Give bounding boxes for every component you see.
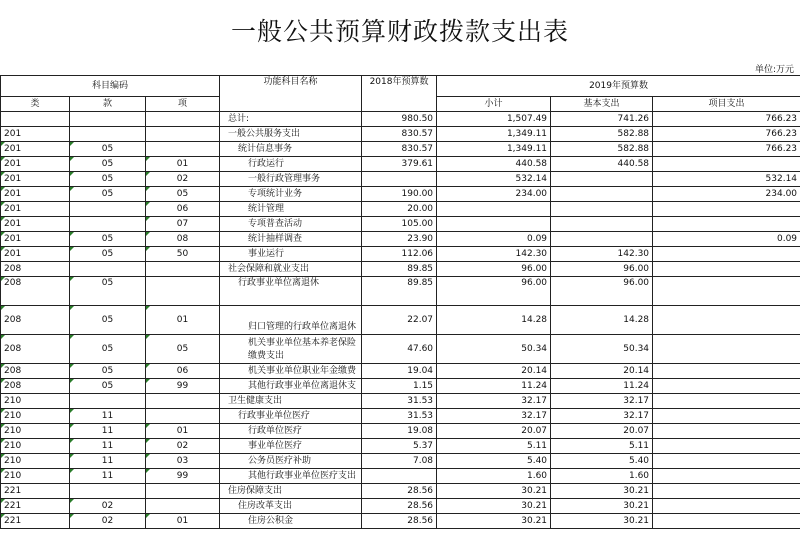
amount-2019-basic (551, 217, 653, 232)
amount-2018: 20.00 (362, 202, 437, 217)
amount-2019-basic: 96.00 (551, 262, 653, 277)
amount-2019-project: 766.23 (653, 112, 800, 127)
amount-2019-subtotal: 96.00 (437, 262, 551, 277)
amount-2018: 19.04 (362, 364, 437, 379)
subject-name: 住房改革支出 (220, 499, 362, 514)
table-row (1, 499, 800, 514)
subject-name: 其他行政事业单位离退休支 (220, 379, 362, 394)
amount-2019-basic: 5.11 (551, 439, 653, 454)
table-row (1, 217, 800, 232)
table-row (1, 364, 800, 379)
amount-2019-project (653, 247, 800, 262)
amount-2019-basic: 582.88 (551, 127, 653, 142)
amount-2019-basic (551, 202, 653, 217)
amount-2018: 47.60 (362, 335, 437, 364)
subject-name: 机关事业单位职业年金缴费 (220, 364, 362, 379)
amount-2019-basic (551, 232, 653, 247)
amount-2019-subtotal: 20.07 (437, 424, 551, 439)
subject-name: 事业运行 (220, 247, 362, 262)
subject-name: 卫生健康支出 (220, 394, 362, 409)
amount-2019-basic: 32.17 (551, 394, 653, 409)
amount-2018: 19.08 (362, 424, 437, 439)
amount-2018 (362, 172, 437, 187)
code-kuan: 11 (70, 439, 146, 454)
amount-2019-project (653, 394, 800, 409)
code-xiang: 99 (146, 379, 220, 394)
amount-2019-subtotal: 1,349.11 (437, 127, 551, 142)
code-lei: 208 (1, 262, 70, 277)
code-kuan: 11 (70, 469, 146, 484)
code-kuan: 02 (70, 499, 146, 514)
amount-2019-subtotal: 5.11 (437, 439, 551, 454)
subject-name: 统计抽样调查 (220, 232, 362, 247)
table-row (1, 394, 800, 409)
amount-2019-basic: 50.34 (551, 335, 653, 364)
amount-2019-basic: 20.14 (551, 364, 653, 379)
code-kuan: 05 (70, 277, 146, 306)
amount-2019-project (653, 335, 800, 364)
table-row (1, 514, 800, 529)
header-basic: 基本支出 (551, 97, 653, 112)
code-kuan: 05 (70, 232, 146, 247)
subject-name: 住房公积金 (220, 514, 362, 529)
amount-2019-subtotal: 11.24 (437, 379, 551, 394)
amount-2019-project (653, 439, 800, 454)
amount-2019-subtotal: 142.30 (437, 247, 551, 262)
amount-2019-basic: 14.28 (551, 306, 653, 335)
amount-2019-project (653, 409, 800, 424)
budget-table (0, 75, 800, 529)
amount-2019-basic: 30.21 (551, 484, 653, 499)
code-lei: 201 (1, 217, 70, 232)
amount-2019-subtotal: 0.09 (437, 232, 551, 247)
header-row-1 (1, 76, 800, 97)
amount-2019-project (653, 262, 800, 277)
amount-2019-subtotal: 20.14 (437, 364, 551, 379)
code-xiang (146, 262, 220, 277)
code-xiang (146, 394, 220, 409)
header-subtotal: 小计 (437, 97, 551, 112)
amount-2018: 89.85 (362, 262, 437, 277)
table-row (1, 379, 800, 394)
table-row (1, 306, 800, 335)
subject-name: 总计: (220, 112, 362, 127)
table-row (1, 247, 800, 262)
amount-2018: 379.61 (362, 157, 437, 172)
amount-2019-project (653, 217, 800, 232)
code-kuan: 02 (70, 514, 146, 529)
amount-2019-basic (551, 172, 653, 187)
header-lei: 类 (1, 97, 70, 112)
code-xiang (146, 409, 220, 424)
table-row (1, 172, 800, 187)
code-xiang: 05 (146, 335, 220, 364)
table-row (1, 424, 800, 439)
amount-2019-project (653, 277, 800, 306)
code-lei: 208 (1, 335, 70, 364)
amount-2019-basic: 20.07 (551, 424, 653, 439)
code-lei: 201 (1, 187, 70, 202)
table-row (1, 232, 800, 247)
code-kuan (70, 217, 146, 232)
table-row (1, 277, 800, 306)
amount-2018 (362, 469, 437, 484)
subject-name: 一般行政管理事务 (220, 172, 362, 187)
code-xiang (146, 484, 220, 499)
table-row (1, 409, 800, 424)
table-row (1, 454, 800, 469)
amount-2019-project (653, 454, 800, 469)
amount-2019-project (653, 202, 800, 217)
code-kuan: 05 (70, 364, 146, 379)
code-lei: 210 (1, 469, 70, 484)
amount-2019-subtotal: 32.17 (437, 409, 551, 424)
amount-2019-project: 234.00 (653, 187, 800, 202)
code-kuan (70, 112, 146, 127)
code-xiang: 01 (146, 514, 220, 529)
amount-2018: 190.00 (362, 187, 437, 202)
subject-name: 统计管理 (220, 202, 362, 217)
code-lei: 210 (1, 454, 70, 469)
table-row (1, 439, 800, 454)
subject-name: 专项统计业务 (220, 187, 362, 202)
amount-2019-project (653, 469, 800, 484)
code-lei: 208 (1, 277, 70, 306)
table-row (1, 335, 800, 364)
amount-2019-basic: 5.40 (551, 454, 653, 469)
amount-2019-project (653, 499, 800, 514)
amount-2019-project (653, 364, 800, 379)
code-xiang: 03 (146, 454, 220, 469)
page-title: 一般公共预算财政拨款支出表 (230, 17, 569, 46)
code-kuan: 05 (70, 187, 146, 202)
amount-2018: 980.50 (362, 112, 437, 127)
code-lei: 208 (1, 306, 70, 335)
amount-2019-subtotal: 1,507.49 (437, 112, 551, 127)
amount-2019-subtotal: 14.28 (437, 306, 551, 335)
code-lei: 201 (1, 202, 70, 217)
code-kuan: 11 (70, 409, 146, 424)
amount-2018: 105.00 (362, 217, 437, 232)
subject-name: 行政事业单位医疗 (220, 409, 362, 424)
table-row (1, 202, 800, 217)
code-kuan: 05 (70, 306, 146, 335)
amount-2018: 28.56 (362, 499, 437, 514)
amount-2019-subtotal: 50.34 (437, 335, 551, 364)
amount-2019-project (653, 484, 800, 499)
subject-name: 机关事业单位基本养老保险缴费支出 (220, 335, 362, 364)
amount-2019-project (653, 424, 800, 439)
code-kuan: 05 (70, 379, 146, 394)
subject-name: 专项普查活动 (220, 217, 362, 232)
amount-2019-basic: 582.88 (551, 142, 653, 157)
amount-2019-subtotal (437, 217, 551, 232)
code-kuan: 05 (70, 247, 146, 262)
code-kuan: 11 (70, 424, 146, 439)
code-lei (1, 112, 70, 127)
amount-2018: 112.06 (362, 247, 437, 262)
amount-2019-subtotal (437, 202, 551, 217)
amount-2019-basic: 32.17 (551, 409, 653, 424)
amount-2018: 28.56 (362, 484, 437, 499)
header-name: 功能科目名称 (220, 76, 362, 112)
header-project: 项目支出 (653, 97, 800, 112)
header-code: 科目编码 (1, 76, 220, 97)
code-xiang (146, 499, 220, 514)
subject-name: 公务员医疗补助 (220, 454, 362, 469)
code-lei: 210 (1, 409, 70, 424)
subject-name: 统计信息事务 (220, 142, 362, 157)
amount-2019-subtotal: 5.40 (437, 454, 551, 469)
amount-2018: 1.15 (362, 379, 437, 394)
amount-2018: 7.08 (362, 454, 437, 469)
amount-2019-basic: 741.26 (551, 112, 653, 127)
amount-2019-basic: 440.58 (551, 157, 653, 172)
table-row (1, 187, 800, 202)
amount-2019-subtotal: 532.14 (437, 172, 551, 187)
subject-name: 其他行政事业单位医疗支出 (220, 469, 362, 484)
code-xiang: 08 (146, 232, 220, 247)
amount-2019-project: 532.14 (653, 172, 800, 187)
amount-2018: 31.53 (362, 394, 437, 409)
amount-2018: 28.56 (362, 514, 437, 529)
table-row (1, 157, 800, 172)
subject-name: 行政运行 (220, 157, 362, 172)
code-kuan: 11 (70, 454, 146, 469)
amount-2019-basic: 1.60 (551, 469, 653, 484)
amount-2018: 830.57 (362, 142, 437, 157)
amount-2019-subtotal: 1,349.11 (437, 142, 551, 157)
amount-2019-project: 0.09 (653, 232, 800, 247)
amount-2019-subtotal: 1.60 (437, 469, 551, 484)
code-xiang (146, 127, 220, 142)
amount-2019-project (653, 157, 800, 172)
code-xiang: 05 (146, 187, 220, 202)
code-lei: 201 (1, 142, 70, 157)
code-kuan: 05 (70, 172, 146, 187)
subject-name: 行政事业单位离退休 (220, 277, 362, 306)
code-lei: 210 (1, 439, 70, 454)
table-row (1, 484, 800, 499)
code-lei: 201 (1, 127, 70, 142)
amount-2019-basic: 30.21 (551, 499, 653, 514)
code-lei: 201 (1, 232, 70, 247)
subject-name: 住房保障支出 (220, 484, 362, 499)
amount-2019-basic: 30.21 (551, 514, 653, 529)
subject-name: 社会保障和就业支出 (220, 262, 362, 277)
amount-2019-basic (551, 187, 653, 202)
amount-2019-basic: 96.00 (551, 277, 653, 306)
code-kuan (70, 262, 146, 277)
amount-2019-project: 766.23 (653, 127, 800, 142)
code-xiang (146, 112, 220, 127)
code-lei: 221 (1, 484, 70, 499)
subject-name: 行政单位医疗 (220, 424, 362, 439)
code-lei: 221 (1, 514, 70, 529)
amount-2019-project (653, 306, 800, 335)
code-xiang (146, 142, 220, 157)
header-2019: 2019年预算数 (437, 76, 800, 97)
code-kuan: 05 (70, 142, 146, 157)
code-xiang: 06 (146, 202, 220, 217)
code-xiang: 06 (146, 364, 220, 379)
amount-2019-subtotal: 30.21 (437, 484, 551, 499)
amount-2018: 23.90 (362, 232, 437, 247)
code-kuan: 05 (70, 157, 146, 172)
amount-2019-subtotal: 234.00 (437, 187, 551, 202)
code-lei: 201 (1, 247, 70, 262)
code-kuan (70, 394, 146, 409)
code-lei: 201 (1, 157, 70, 172)
code-lei: 208 (1, 364, 70, 379)
amount-2019-subtotal: 30.21 (437, 514, 551, 529)
code-lei: 210 (1, 424, 70, 439)
code-xiang: 01 (146, 306, 220, 335)
table-row (1, 127, 800, 142)
amount-2019-project: 766.23 (653, 142, 800, 157)
code-xiang: 02 (146, 172, 220, 187)
amount-2019-subtotal: 32.17 (437, 394, 551, 409)
code-lei: 221 (1, 499, 70, 514)
amount-2018: 31.53 (362, 409, 437, 424)
code-xiang: 02 (146, 439, 220, 454)
code-xiang: 01 (146, 157, 220, 172)
table-row (1, 469, 800, 484)
unit-label: 单位:万元 (754, 65, 794, 75)
code-kuan (70, 484, 146, 499)
amount-2019-project (653, 514, 800, 529)
subject-name: 事业单位医疗 (220, 439, 362, 454)
code-lei: 210 (1, 394, 70, 409)
amount-2019-project (653, 379, 800, 394)
amount-2019-basic: 142.30 (551, 247, 653, 262)
header-xiang: 项 (146, 97, 220, 112)
table-row (1, 112, 800, 127)
table-row (1, 262, 800, 277)
amount-2019-subtotal: 30.21 (437, 499, 551, 514)
amount-2018: 830.57 (362, 127, 437, 142)
subject-name: 一般公共服务支出 (220, 127, 362, 142)
code-lei: 208 (1, 379, 70, 394)
header-2018: 2018年预算数 (362, 76, 437, 112)
code-kuan (70, 202, 146, 217)
code-lei: 201 (1, 172, 70, 187)
code-xiang (146, 277, 220, 306)
amount-2018: 22.07 (362, 306, 437, 335)
code-xiang: 50 (146, 247, 220, 262)
code-kuan: 05 (70, 335, 146, 364)
code-xiang: 07 (146, 217, 220, 232)
amount-2019-subtotal: 96.00 (437, 277, 551, 306)
subject-name: 归口管理的行政单位离退休 (220, 306, 362, 335)
table-row (1, 142, 800, 157)
code-kuan (70, 127, 146, 142)
header-kuan: 款 (70, 97, 146, 112)
code-xiang: 99 (146, 469, 220, 484)
amount-2018: 5.37 (362, 439, 437, 454)
amount-2019-subtotal: 440.58 (437, 157, 551, 172)
amount-2018: 89.85 (362, 277, 437, 306)
code-xiang: 01 (146, 424, 220, 439)
amount-2019-basic: 11.24 (551, 379, 653, 394)
